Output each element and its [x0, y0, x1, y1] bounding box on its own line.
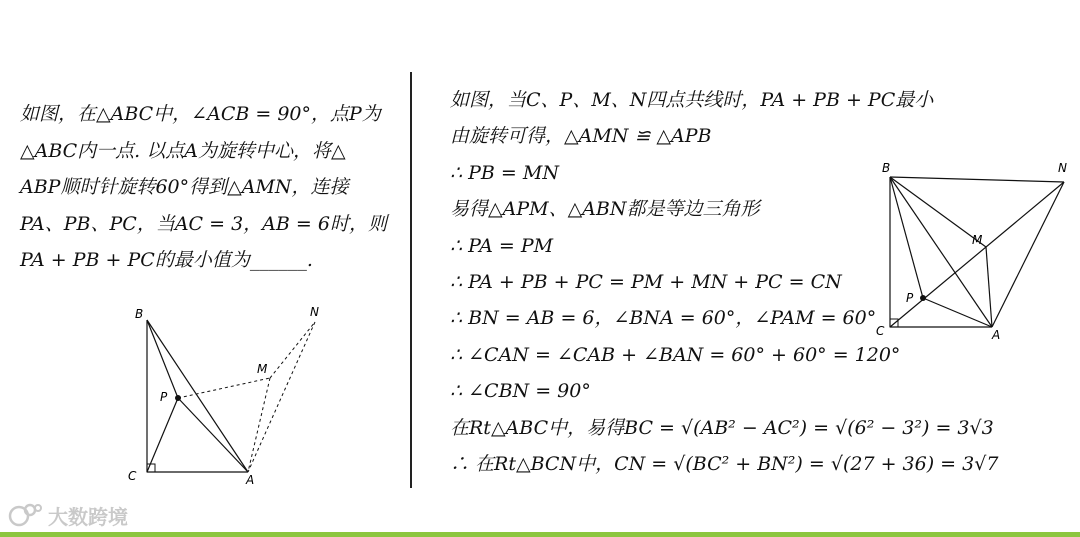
solution-line: ∴ ∠CAN = ∠CAB + ∠BAN = 60° + 60° = 120°: [450, 343, 901, 366]
watermark: [8, 500, 128, 530]
label-C: C: [876, 324, 885, 338]
segment-PB: [890, 177, 923, 298]
solution-line: 易得△APM、△ABN都是等边三角形: [450, 198, 760, 221]
solution-line: 在Rt△ABC中，易得BC = √(AB² − AC²) = √(6² − 3²) = 3√3: [450, 416, 994, 439]
label-A: A: [246, 473, 255, 487]
problem-line: PA + PB + PC的最小值为______.: [20, 249, 313, 271]
point-P: [920, 295, 926, 301]
label-B: B: [882, 161, 891, 175]
segment-NA: [992, 182, 1064, 327]
segment-PC: [147, 398, 178, 472]
solution-line: ∴ 在Rt△BCN中，CN = √(BC² + BN²) = √(27 + 36) = 3√7: [450, 453, 999, 476]
segment-NA: [248, 322, 315, 472]
problem-line: PA、PB、PC，当AC = 3，AB = 6时，则: [20, 212, 387, 235]
label-B: B: [135, 307, 144, 321]
problem-line: 如图，在△ABC中，∠ACB = 90°，点P为: [20, 103, 381, 125]
label-N: N: [1058, 161, 1067, 175]
problem-statement: [20, 96, 390, 279]
column-divider: [410, 72, 412, 488]
problem-line: △ABC内一点. 以点A为旋转中心，将△: [20, 139, 346, 162]
solution-figure: [868, 155, 1078, 345]
segment-MA: [986, 247, 992, 327]
solution-line: ∴ PA = PM: [450, 234, 554, 257]
segment-PA: [178, 398, 248, 472]
solution-line: ∴ BN = AB = 6，∠BNA = 60°，∠PAM = 60°: [450, 307, 877, 330]
problem-figure: [120, 300, 340, 490]
segment-MN: [270, 322, 315, 378]
label-P: P: [160, 390, 168, 404]
solution-line: 如图，当C、P、M、N四点共线时，PA + PB + PC最小: [450, 89, 934, 111]
segment-MA: [248, 378, 270, 472]
label-M: M: [257, 362, 268, 376]
label-A: A: [992, 328, 1001, 342]
bottom-accent-bar: [0, 532, 1080, 537]
label-P: P: [906, 291, 914, 305]
solution-line: ∴ ∠CBN = 90°: [450, 380, 591, 403]
point-P: [175, 395, 181, 401]
solution-line: ∴ PA + PB + PC = PM + MN + PC = CN: [450, 271, 842, 294]
watermark-text: 大数跨境: [48, 504, 128, 529]
logo-icon: [8, 502, 42, 528]
label-N: N: [310, 305, 319, 319]
problem-line: ABP顺时针旋转60°得到△AMN，连接: [20, 176, 349, 198]
solution-line: ∴ PB = MN: [450, 161, 559, 184]
label-M: M: [972, 233, 983, 247]
solution-line: 由旋转可得，△AMN ≌ △APB: [450, 125, 712, 148]
label-C: C: [128, 469, 137, 483]
segment-BN: [890, 177, 1064, 182]
